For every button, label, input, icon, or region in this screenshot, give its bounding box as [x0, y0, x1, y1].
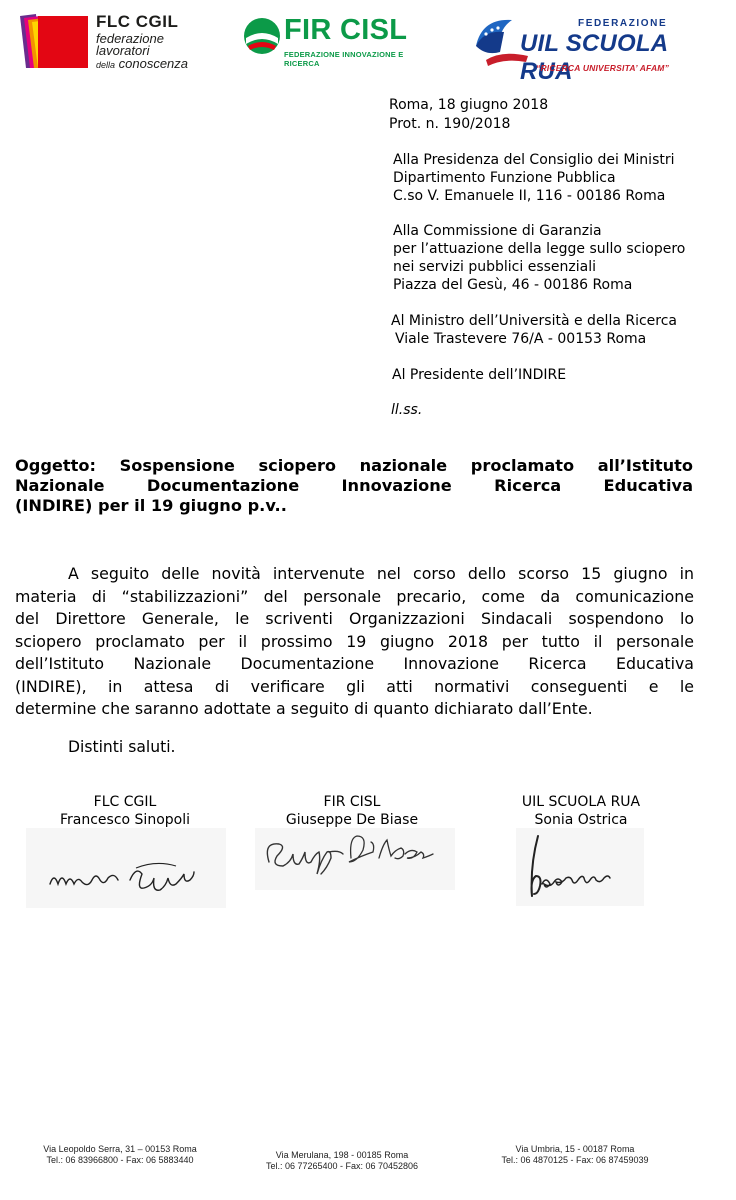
handwritten-signature-sinopoli: [26, 828, 226, 908]
uil-logo-subtitle: “RICERCA UNIVERSITA’ AFAM”: [536, 63, 670, 73]
recipient-line: Viale Trastevere 76/A - 00153 Roma: [395, 331, 647, 347]
fir-cisl-logo-subtitle: FEDERAZIONE INNOVAZIONE E RICERCA: [284, 50, 404, 68]
letter-subject: [15, 456, 693, 516]
signature-block-fir: [242, 793, 462, 829]
protocol-number: Prot. n. 190/2018: [389, 116, 511, 132]
letter-date: Roma, 18 giugno 2018: [389, 97, 549, 113]
uil-scuola-rua-logo: [472, 16, 670, 85]
footer-address: Via Merulana, 198 - 00185 Roma: [275, 1150, 409, 1160]
footer-fir: [242, 1150, 442, 1172]
body-line: materia di “stabilizzazioni” del personale precario, come da comunicazione: [15, 586, 694, 606]
recipient-line: Piazza del Gesù, 46 - 00186 Roma: [393, 277, 633, 293]
signature-block-flc: [15, 793, 235, 829]
signature-name: Giuseppe De Biase: [285, 812, 419, 828]
flc-cgil-logo-line: della: [96, 60, 116, 70]
flc-cgil-logo-line: lavoratori: [96, 43, 150, 58]
recipient-line: nei servizi pubblici essenziali: [393, 259, 596, 275]
recipient-line: Alla Commissione di Garanzia: [393, 223, 602, 239]
recipients-note: ll.ss.: [391, 402, 423, 418]
signature-name: Francesco Sinopoli: [59, 812, 190, 828]
fir-cisl-logo-title: FIR CISL: [284, 14, 408, 46]
body-line: del Direttore Generale, le scriventi Organizzazioni Sindacali sospendono lo: [15, 609, 694, 628]
footer-phone: Tel.: 06 83966800 - Fax: 06 5883440: [46, 1155, 194, 1165]
flc-cgil-emblem-icon: [14, 10, 94, 72]
recipient-line: Alla Presidenza del Consiglio dei Ministri: [393, 152, 675, 168]
footer-address: Via Umbria, 15 - 00187 Roma: [515, 1144, 635, 1154]
flc-cgil-logo-line: conoscenza: [118, 56, 189, 71]
flc-cgil-logo-line: federazione: [96, 31, 164, 46]
handwritten-signature-de-biase: [255, 828, 455, 890]
handwritten-signature-ostrica: [516, 828, 644, 906]
footer-phone: Tel.: 06 4870125 - Fax: 06 87459039: [501, 1155, 649, 1165]
signature-name: Sonia Ostrica: [534, 812, 628, 828]
recipient-line: Al Ministro dell’Università e della Ricerca: [391, 313, 678, 329]
signature-org: UIL SCUOLA RUA: [521, 794, 641, 810]
footer-address: Via Leopoldo Serra, 31 – 00153 Roma: [43, 1144, 197, 1154]
footer-uil: [475, 1144, 675, 1166]
flc-cgil-logo-title: FLC CGIL: [96, 12, 179, 31]
closing-salutation: Distinti saluti.: [68, 738, 176, 756]
signature-org: FIR CISL: [323, 794, 381, 810]
subject-line: (INDIRE) per il 19 giugno p.v..: [15, 496, 287, 515]
signature-org: FLC CGIL: [93, 794, 157, 810]
body-line: determine che saranno adottate a seguito di quanto dichiarato dall’Ente.: [15, 699, 593, 718]
recipient-line: Al Presidente dell’INDIRE: [392, 367, 567, 383]
recipient-line: Dipartimento Funzione Pubblica: [393, 170, 616, 186]
footer-flc: [20, 1144, 220, 1166]
fir-cisl-logo: [240, 12, 418, 68]
flc-cgil-logo: [14, 10, 194, 76]
body-line: A seguito delle novità intervenute nel corso dello scorso 15 giugno in: [68, 564, 694, 583]
body-line: (INDIRE), in attesa di verificare gli atti normativi conseguenti e le: [15, 676, 694, 696]
subject-line: Oggetto: Sospensione sciopero nazionale proclamato all’Istituto: [15, 456, 693, 475]
uil-logo-title: UIL SCUOLA RUA: [520, 30, 668, 85]
letter-body: [15, 563, 694, 721]
uil-logo-federazione: FEDERAZIONE: [578, 18, 668, 29]
recipient-line: per l’attuazione della legge sullo sciopero: [393, 241, 686, 257]
body-line: dell’Istituto Nazionale Documentazione Innovazione Ricerca Educativa: [15, 654, 694, 673]
fir-cisl-emblem-icon: [242, 16, 282, 56]
subject-line: Nazionale Documentazione Innovazione Ricerca Educativa: [15, 476, 693, 495]
footer-phone: Tel.: 06 77265400 - Fax: 06 70452806: [265, 1161, 419, 1171]
recipient-line: C.so V. Emanuele II, 116 - 00186 Roma: [393, 188, 666, 204]
signature-block-uil: [471, 793, 691, 829]
body-line: sciopero proclamato per il prossimo 19 giugno 2018 per tutto il personale: [15, 631, 694, 651]
